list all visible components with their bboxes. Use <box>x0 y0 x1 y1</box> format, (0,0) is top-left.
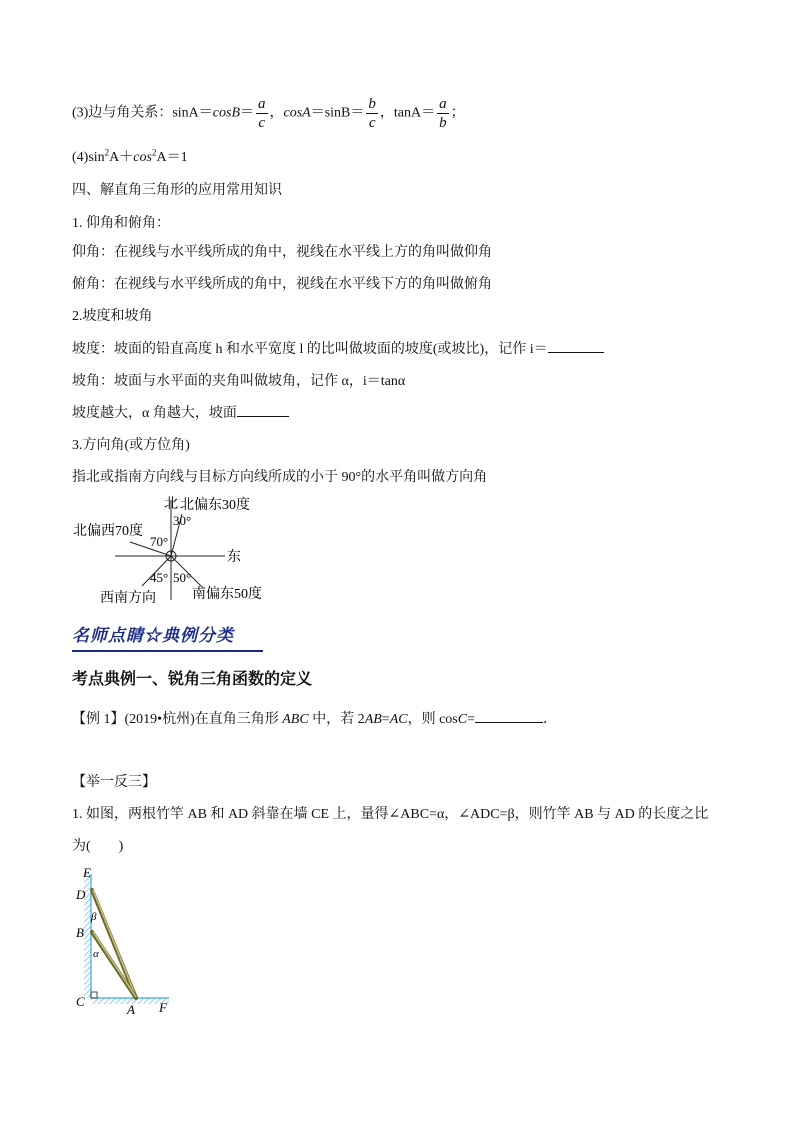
formula-4 <box>72 146 188 166</box>
formula-3-comma: ， <box>269 105 284 121</box>
example-1-end: ． <box>543 712 558 727</box>
fraction-a-over-c: $\frac{a}{c}$ <box>258 96 266 131</box>
example-1 <box>72 708 557 728</box>
example-1-mid: 中，若 2 <box>308 712 365 727</box>
slope-definition-text: 坡度：坡面的铅直高度 h 和水平宽度 l 的比叫做坡面的坡度(或坡比)，记作 i＝ <box>72 342 548 357</box>
label-c: C <box>76 994 85 1009</box>
question-1-line-2: 为( ) <box>72 839 124 854</box>
item-1-title: 1. 仰角和俯角： <box>72 216 170 231</box>
segment-ab: AB <box>364 712 382 727</box>
formula-3-prefix: (3)边与角关系：sinA＝ <box>72 105 213 121</box>
section-4-title: 四、解直角三角形的应用常用知识 <box>72 183 282 198</box>
formula-4-cos: cos <box>133 150 152 165</box>
slope-relation-blank <box>237 416 289 417</box>
sw-label: 西南方向 <box>100 591 156 606</box>
formula-3 <box>72 95 465 132</box>
segment-ac: AC <box>389 712 408 727</box>
formula-3-cosB: cosB <box>212 105 240 121</box>
example-1-prefix: 【例 1】(2019•杭州)在直角三角形 <box>72 712 283 727</box>
angle-45-label: 45° <box>150 570 169 585</box>
angle-50-label: 50° <box>173 570 192 585</box>
formula-4-sup1: 2 <box>104 147 110 158</box>
north-label: 北 <box>164 497 178 512</box>
fraction-a-over-b: $\frac{a}{b}$ <box>439 96 447 131</box>
formula-4-mid: A＋ <box>109 150 134 165</box>
formula-4-end: A＝1 <box>156 150 188 165</box>
item-3-title: 3.方向角(或方位角) <box>72 438 190 453</box>
se50-label: 南偏东50度 <box>192 587 262 602</box>
label-b: B <box>76 925 84 940</box>
ne30-label: 北偏东30度 <box>180 498 250 513</box>
slope-relation <box>72 402 289 422</box>
formula-4-prefix: (4)sin <box>72 150 105 165</box>
direction-definition: 指北或指南方向线与目标方向线所成的小于 90°的水平角叫做方向角 <box>72 470 488 485</box>
fraction-b-over-c: $\frac{b}{c}$ <box>368 96 376 131</box>
east-label: 东 <box>227 550 241 565</box>
label-d: D <box>76 887 86 902</box>
right-angle-marker <box>91 992 97 998</box>
slope-relation-text: 坡度越大，α 角越大，坡面 <box>72 406 237 421</box>
slope-definition <box>72 338 604 358</box>
bamboo-figure <box>70 862 190 1020</box>
formula-3-cosA: cosA <box>283 105 311 121</box>
banner-text: 名师点睛☆典例分类 <box>72 626 234 646</box>
example-1-blank <box>475 722 543 723</box>
example-1-eq: = <box>381 712 390 727</box>
formula-3-tanA: ，tanA＝ <box>379 105 436 121</box>
topic-heading: 考点典例一、锐角三角函数的定义 <box>72 669 313 688</box>
formula-3-sinB: ＝sinB＝ <box>310 105 365 121</box>
nw70-label: 北偏西70度 <box>73 524 143 539</box>
angle-c: C <box>457 712 468 727</box>
extend-label: 【举一反三】 <box>72 775 156 790</box>
formula-3-eq: ＝ <box>240 105 254 121</box>
triangle-abc: ABC <box>282 712 309 727</box>
label-beta: β <box>91 911 97 923</box>
angle-70-label: 70° <box>150 534 169 549</box>
label-a: A <box>127 1002 135 1017</box>
elevation-definition: 仰角：在视线与水平线所成的角中，视线在水平线上方的角叫做仰角 <box>72 245 492 260</box>
label-e: E <box>83 865 91 880</box>
formula-4-sup2: 2 <box>151 147 157 158</box>
example-1-then: ，则 cos <box>407 712 458 727</box>
compass-diagram <box>60 488 280 610</box>
example-1-eq2: = <box>467 712 476 727</box>
formula-3-end: ； <box>450 105 465 121</box>
angle-30-label: 30° <box>173 513 192 528</box>
section-banner <box>72 624 263 652</box>
item-2-title: 2.坡度和坡角 <box>72 309 153 324</box>
slope-angle-definition: 坡角：坡面与水平面的夹角叫做坡角，记作 α，i＝tanα <box>72 374 406 389</box>
label-alpha: α <box>93 948 99 960</box>
label-f: F <box>159 1000 167 1015</box>
slope-blank <box>548 352 604 353</box>
depression-definition: 俯角：在视线与水平线所成的角中，视线在水平线下方的角叫做俯角 <box>72 277 492 292</box>
question-1-line-1: 1. 如图，两根竹竿 AB 和 AD 斜靠在墙 CE 上，量得∠ABC=α，∠ADC=β，则竹竿 AB 与 AD 的长度之比 <box>72 807 709 822</box>
